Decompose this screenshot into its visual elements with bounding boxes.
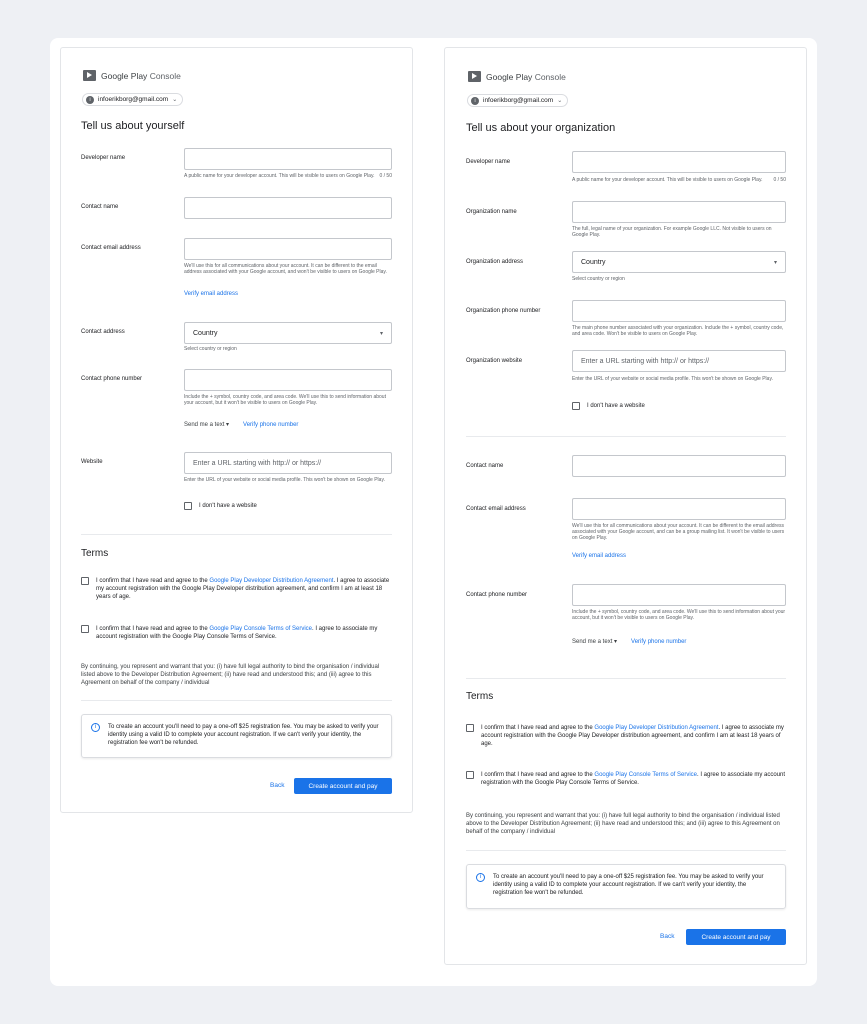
org-website-label: Organization website [466, 358, 523, 364]
create-account-button[interactable]: Create account and pay [294, 778, 392, 794]
verify-email-link[interactable]: Verify email address [572, 553, 627, 559]
org-phone-input[interactable] [572, 300, 786, 322]
account-email: infoerikborg@gmail.com [98, 96, 169, 103]
send-text-dropdown[interactable]: Send me a text ▾ [572, 639, 618, 645]
char-counter: 0 / 50 [379, 173, 392, 179]
avatar: i [471, 97, 479, 105]
play-console-logo: Google Play Console [83, 70, 181, 81]
developer-name-help: 0 / 50 A public name for your developer account. This will be visible to users on Google Play. [572, 177, 786, 183]
org-name-help: The full, legal name of your organization. For example Google LLC. Not visible to users on Google Play. [572, 226, 772, 238]
fee-notice: i To create an account you'll need to pay a one-off $25 registration fee. You may be asked to verify your identity using a valid ID to complete your account registration. If we can't verify your identity, the registration fee won't be refunded. [81, 714, 392, 758]
org-website-input[interactable]: Enter a URL starting with http:// or https:// [572, 350, 786, 372]
org-name-input[interactable] [572, 201, 786, 223]
tos-link[interactable]: Google Play Console Terms of Service [594, 772, 698, 778]
verify-phone-link[interactable]: Verify phone number [631, 638, 687, 645]
contact-name-input[interactable] [184, 197, 392, 219]
send-text-dropdown[interactable]: Send me a text ▾ [184, 422, 230, 428]
terms-heading: Terms [466, 691, 494, 702]
org-phone-help: The main phone number associated with your organization. Include the + symbol, country code, and area code. Won't be visible to users on Google Play. [572, 325, 784, 337]
contact-phone-label: Contact phone number [466, 592, 528, 598]
account-switcher[interactable] [82, 93, 183, 106]
terms-tos-checkbox[interactable] [81, 625, 89, 633]
fee-notice: i To create an account you'll need to pay a one-off $25 registration fee. You may be asked to verify your identity using a valid ID to complete your account registration. If we can't verify your identity, the registration fee won't be refunded. [466, 864, 786, 909]
divider [81, 534, 392, 535]
terms-dda-checkbox[interactable] [81, 577, 89, 585]
dda-link[interactable]: Google Play Developer Distribution Agreement [594, 725, 719, 731]
org-phone-label: Organization phone number [466, 308, 541, 314]
verify-phone-link[interactable]: Verify phone number [243, 421, 299, 428]
website-input[interactable]: Enter a URL starting with http:// or https:// [184, 452, 392, 474]
org-name-label: Organization name [466, 209, 517, 215]
contact-email-input[interactable] [572, 498, 786, 520]
phone-verify-row [184, 421, 298, 428]
developer-name-label: Developer name [466, 159, 511, 165]
dda-link[interactable]: Google Play Developer Distribution Agreement [209, 578, 334, 584]
no-website-checkbox[interactable] [572, 402, 580, 410]
phone-verify-row [572, 638, 686, 645]
no-website-checkbox-row[interactable]: I don't have a website [572, 402, 645, 410]
contact-email-label: Contact email address [81, 245, 141, 251]
org-address-label: Organization address [466, 259, 524, 265]
developer-name-help: 0 / 50 A public name for your developer account. This will be visible to users on Google Play. [184, 173, 392, 179]
developer-name-input[interactable] [572, 151, 786, 173]
play-console-logo: Google Play Console [468, 71, 566, 82]
contact-name-label: Contact name [466, 463, 504, 469]
no-website-checkbox[interactable] [184, 502, 192, 510]
contact-email-help: We'll use this for all communications about your account. It can be different to the email address associated with your Google account, and can be a group mailing list. It won't be visible to users on Google Play. [572, 523, 785, 541]
contact-email-help: We'll use this for all communications about your account. It can be different to the email address associated with your Google account, and won't be visible to users on Google Play. [184, 263, 387, 275]
contact-phone-input[interactable] [572, 584, 786, 606]
warranty-text: By continuing, you represent and warrant that you: (i) have full legal authority to bind the organisation / individual listed above to the Developer Distribution Agreement; (ii) have read and understood this; and (iii) agree to this Agreement on behalf of the company / individual [466, 813, 780, 835]
website-help: Enter the URL of your website or social media profile. This won't be shown on Google Play. [184, 477, 385, 483]
terms-tos-checkbox[interactable] [466, 771, 474, 779]
info-icon: i [91, 723, 100, 732]
page-title: Tell us about your organization [466, 122, 616, 134]
page-title: Tell us about yourself [81, 120, 185, 132]
contact-name-input[interactable] [572, 455, 786, 477]
info-icon: i [476, 873, 485, 882]
warranty-text: By continuing, you represent and warrant that you: (i) have full legal authority to bind the organisation / individual listed above to the Developer Distribution Agreement; (ii) have read and understood this; and (iii) agree to this Agreement on behalf of the company / individual [81, 664, 380, 686]
chevron-down-icon: ⌄ [172, 97, 178, 103]
play-console-icon [468, 71, 481, 82]
dropdown-arrow-icon: ▾ [773, 259, 777, 266]
country-select[interactable]: Country ▾ [184, 322, 392, 344]
terms-tos-row: I confirm that I have read and agree to the Google Play Console Terms of Service. I agree to associate my account registration with the Google Play Console Terms of Service. [466, 771, 786, 787]
verify-email-link[interactable]: Verify email address [184, 291, 239, 297]
terms-heading: Terms [81, 548, 109, 559]
contact-address-label: Contact address [81, 329, 125, 335]
no-website-checkbox-row[interactable]: I don't have a website [184, 502, 257, 510]
contact-name-label: Contact name [81, 204, 119, 210]
contact-phone-label: Contact phone number [81, 376, 143, 382]
play-console-icon [83, 70, 96, 81]
tos-link[interactable]: Google Play Console Terms of Service [209, 626, 313, 632]
create-account-button[interactable]: Create account and pay [686, 929, 786, 945]
terms-dda-row: I confirm that I have read and agree to the Google Play Developer Distribution Agreement. I agree to associate my account registration with the Google Play Developer distribution agreement, and confirm I am at least 18 years of age. [81, 577, 392, 601]
dropdown-arrow-icon: ▾ [379, 330, 383, 337]
terms-tos-row: I confirm that I have read and agree to the Google Play Console Terms of Service. I agree to associate my account registration with the Google Play Console Terms of Service. [81, 625, 392, 641]
contact-phone-input[interactable] [184, 369, 392, 391]
back-button[interactable]: Back [270, 782, 285, 789]
terms-dda-checkbox[interactable] [466, 724, 474, 732]
divider [466, 436, 786, 437]
contact-phone-help: Include the + symbol, country code, and area code. We'll use this to send information about your account, but it won't be visible to users on Google Play. [572, 609, 786, 621]
account-switcher[interactable] [467, 94, 568, 107]
website-label: Website [81, 459, 103, 465]
org-website-help: Enter the URL of your website or social media profile. This won't be shown on Google Play. [572, 376, 773, 382]
char-counter: 0 / 50 [773, 177, 786, 183]
account-email: infoerikborg@gmail.com [483, 97, 554, 104]
contact-phone-help: Include the + symbol, country code, and area code. We'll use this to send information about your account, but it won't be visible to users on Google Play. [184, 394, 386, 406]
chevron-down-icon: ⌄ [557, 98, 563, 104]
divider [466, 850, 786, 851]
terms-dda-row: I confirm that I have read and agree to the Google Play Developer Distribution Agreement. I agree to associate my account registration with the Google Play Developer distribution agreement, and confirm I am at least 18 years of age. [466, 724, 786, 748]
country-select[interactable]: Country ▾ [572, 251, 786, 273]
developer-name-label: Developer name [81, 155, 126, 161]
contact-email-input[interactable] [184, 238, 392, 260]
divider [466, 678, 786, 679]
country-help: Select country or region [572, 276, 625, 282]
country-help: Select country or region [184, 346, 237, 352]
developer-name-input[interactable] [184, 148, 392, 170]
divider [81, 700, 392, 701]
contact-email-label: Contact email address [466, 506, 526, 512]
back-button[interactable]: Back [660, 933, 675, 940]
avatar: i [86, 96, 94, 104]
